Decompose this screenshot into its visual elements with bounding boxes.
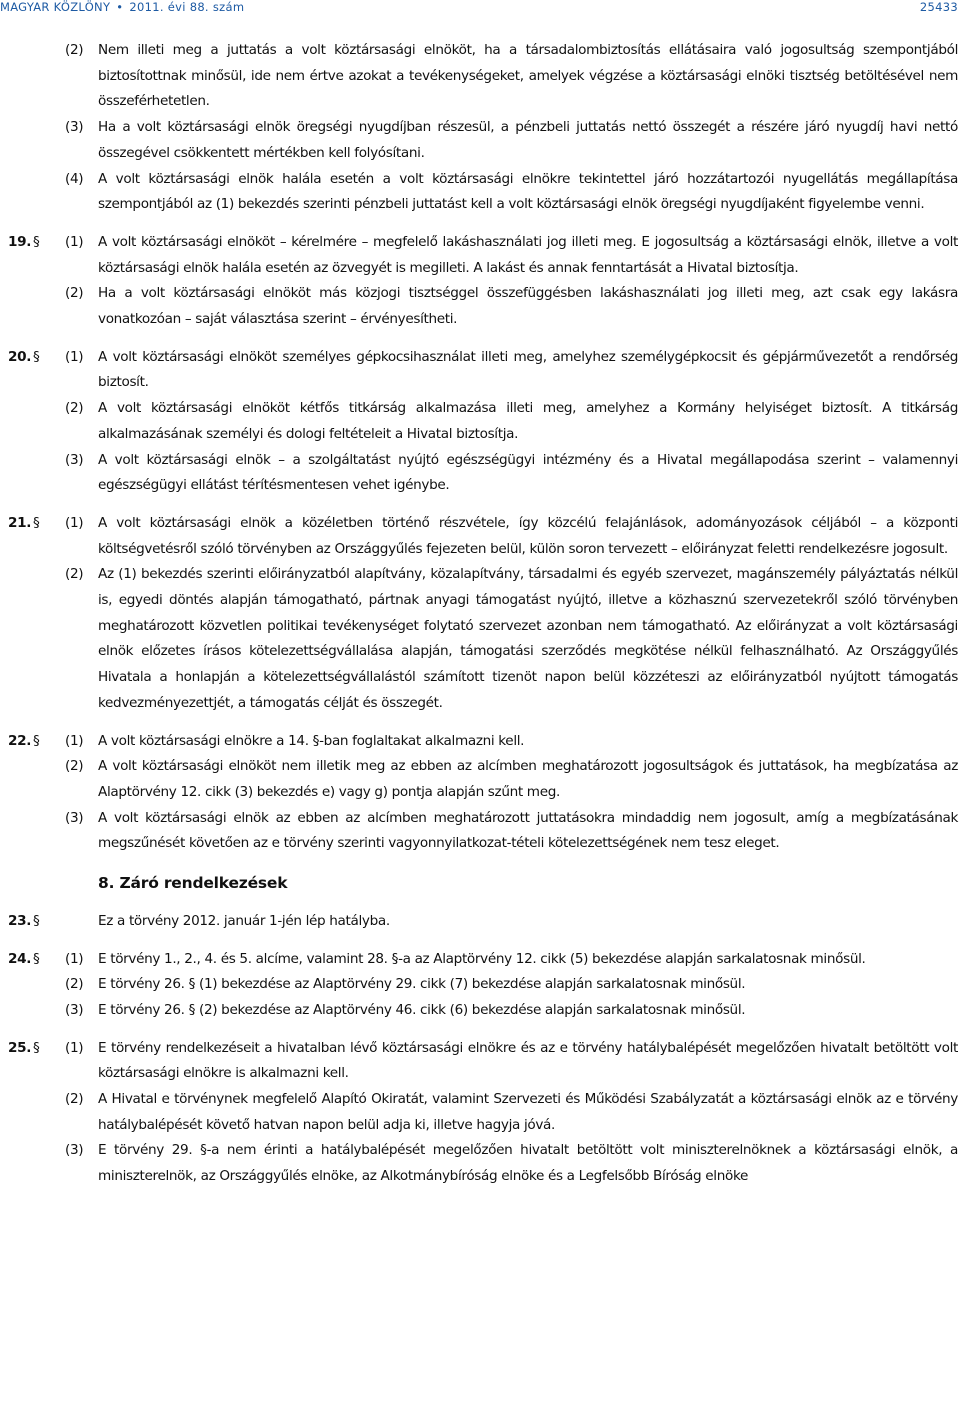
- paragraph: [0, 281, 958, 332]
- paragraph-number: (2): [65, 976, 84, 993]
- section-sign: §: [33, 732, 40, 749]
- paragraph-number: (2): [65, 758, 84, 775]
- paragraph-text: E törvény 26. § (1) bekezdése az Alaptörvény 29. cikk (7) bekezdése alapján sarkalatosnak minősül.: [98, 976, 746, 993]
- paragraph: [0, 345, 958, 396]
- paragraph-number: (1): [65, 950, 84, 967]
- paragraph: [0, 396, 958, 447]
- section-sign: §: [33, 233, 40, 250]
- journal-title: MAGYAR KÖZLÖNY: [0, 0, 111, 14]
- paragraph: [0, 806, 958, 857]
- section-number: 21.: [8, 514, 32, 531]
- section-23: [0, 909, 958, 935]
- paragraph-number: (1): [65, 1039, 84, 1056]
- paragraph-text: Ha a volt köztársasági elnököt más közjogi tisztséggel összefüggésben lakáshasználati jog illeti meg, azt csak egy lakásra vonatkozóan – saját választása szerint – érvényesítheti.: [98, 285, 958, 328]
- paragraph: [0, 909, 958, 935]
- paragraph-text: A volt köztársasági elnökre a 14. §-ban foglaltakat alkalmazni kell.: [98, 732, 525, 749]
- paragraph: [0, 38, 958, 115]
- paragraph-text: A volt köztársasági elnök a közéletben történő részvétele, így közcélú felajánlások, adományozások céljából – a központi költségvetésről szóló törvényben az Országgyűlés fejezeten belül, külön soron tervezett – előirányzat feletti rendelkezésre jogosult.: [98, 514, 958, 557]
- paragraph-number: (2): [65, 1091, 84, 1108]
- header-left: [0, 0, 244, 14]
- page-header: [0, 0, 958, 16]
- paragraph: [0, 230, 958, 281]
- paragraph-text: A volt köztársasági elnököt nem illetik meg az ebben az alcímben meghatározott jogosultságok és juttatások, ha megbízatása az Alaptörvény 12. cikk (3) bekezdés e) vagy g) pontja alapján szűnt meg.: [98, 758, 958, 800]
- paragraph-text: E törvény rendelkezéseit a hivatalban lévő köztársasági elnökre és az e törvény hatálybalépését megelőzően hivatalt betöltött volt köztársasági elnökre is alkalmazni kell.: [98, 1039, 958, 1082]
- paragraph: [0, 167, 958, 218]
- section-sign: §: [33, 1039, 40, 1056]
- paragraph: [0, 998, 958, 1024]
- section-21: [0, 511, 958, 717]
- paragraph-text: A volt köztársasági elnök halála esetén a volt köztársasági elnökre tekintettel járó hozzátartozói nyugellátás megállapítása szempontjából az (1) bekezdés szerinti pénzbeli juttatást kell a volt köztársasági elnök öregségi nyugdíjaként figyelembe venni.: [98, 170, 958, 213]
- section-number: 22.: [8, 732, 32, 749]
- section-sign: §: [33, 912, 40, 929]
- paragraph-text: A Hivatal e törvénynek megfelelő Alapító Okiratát, valamint Szervezeti és Működési Szabályzatát a köztársasági elnök az e törvény hatálybalépését követő hatvan napon belül adja ki, illetve hagyja jóvá.: [98, 1091, 958, 1133]
- paragraph: [0, 729, 958, 755]
- paragraph-number: (4): [65, 170, 84, 187]
- paragraph-number: (1): [65, 348, 84, 365]
- paragraph-text: Ha a volt köztársasági elnök öregségi nyugdíjban részesül, a pénzbeli juttatás nettó összegét a részére járó nyugdíj havi nettó összegével csökkentett mértékben kell folyósítani.: [98, 119, 958, 161]
- paragraph-text: A volt köztársasági elnököt kétfős titkárság alkalmazása illeti meg, amelyhez a Kormány helyiséget biztosít. A titkárság alkalmazásának személyi és dologi feltételeit a Hivatal biztosítja.: [98, 400, 958, 442]
- document-body: [0, 38, 958, 1190]
- section-number: 24.: [8, 950, 32, 967]
- paragraph: [0, 562, 958, 716]
- paragraph-number: (3): [65, 1142, 84, 1159]
- section-19: [0, 230, 958, 333]
- paragraph-text: Az (1) bekezdés szerinti előirányzatból alapítvány, közalapítvány, társadalmi és egyéb szervezet, magánszemély pályáztatás nélkül is, egyedi döntés alapján támogatható, pártnak anyagi támogatást nyújtó, illetve a közhasznú szervezetekről szóló törvényben meghatározott közvetlen politikai tevékenységet folytató szervezet azonban nem támogatható. Az előirányzat a volt köztársasági elnök előzetes írásos kötelezettségvállalása alapján, támogatási szerződés megkötése nélkül felhasználható. Az Országgyűlés Hivatala a honlapján a kötelezettségvállalástól számított tizenöt napon belül közzéteszi az előirányzatból nyújtott támogatás kedvezményezettjét, a támogatás célját és összegét.: [98, 566, 958, 711]
- paragraph-text: E törvény 29. §-a nem érinti a hatálybalépését megelőzően hivatalt betöltött volt miniszterelnöknek a köztársasági elnök, a miniszterelnök, az Országgyűlés elnöke, az Alkotmánybíróság elnöke és a Legfelsőbb Bíróság elnöke: [98, 1142, 958, 1185]
- paragraph-number: (2): [65, 42, 84, 58]
- section-24: [0, 947, 958, 1024]
- paragraph-number: (3): [65, 1001, 84, 1018]
- paragraph-number: (2): [65, 400, 84, 417]
- section-sign: §: [33, 514, 40, 531]
- paragraph: [0, 947, 958, 973]
- paragraph-text: Ez a törvény 2012. január 1-jén lép hatályba.: [98, 912, 390, 929]
- section-sign: §: [33, 950, 40, 967]
- paragraph-text: A volt köztársasági elnök az ebben az alcímben meghatározott juttatásokra mindaddig nem jogosult, amíg a megbízatásának megszűnését követően az e törvény szerinti vagyonnyilatkozat-tételi kötelezettségének nem tesz eleget.: [98, 809, 958, 852]
- paragraph-text: A volt köztársasági elnököt – kérelmére – megfelelő lakáshasználati jog illeti meg. E jogosultság a köztársasági elnök, illetve a volt köztársasági elnök halála esetén az özvegyét is megilleti. A lakást és annak fenntartását a Hivatal biztosítja.: [98, 233, 958, 276]
- issue-label: 2011. évi 88. szám: [129, 0, 245, 14]
- page-number: 25433: [919, 0, 958, 14]
- paragraph-number: (1): [65, 233, 84, 250]
- paragraph-number: (2): [65, 566, 84, 583]
- paragraph-number: (3): [65, 809, 84, 826]
- paragraph-number: (1): [65, 514, 84, 531]
- section-sign: §: [33, 348, 40, 365]
- paragraph-text: E törvény 26. § (2) bekezdése az Alaptörvény 46. cikk (6) bekezdése alapján sarkalatosnak minősül.: [98, 1001, 746, 1018]
- section-25: [0, 1036, 958, 1190]
- paragraph: [0, 115, 958, 166]
- section-number: 20.: [8, 348, 32, 365]
- subsection-heading: 8. Záró rendelkezések: [98, 874, 288, 893]
- paragraph-number: (1): [65, 732, 84, 749]
- paragraph-text: Nem illeti meg a juttatás a volt köztársasági elnököt, ha a társadalombiztosítás ellátásaira való jogosultság szempontjából biztosítottnak minősül, ide nem értve azokat a tevékenységeket, amelyek végzése a köztársasági elnöki tisztség betöltésével nem összeférhetetlen.: [98, 42, 958, 110]
- paragraph-text: E törvény 1., 2., 4. és 5. alcíme, valamint 28. §-a az Alaptörvény 12. cikk (5) bekezdése alapján sarkalatosnak minősül.: [98, 950, 866, 967]
- paragraph: [0, 972, 958, 998]
- paragraph: [0, 448, 958, 499]
- section-20: [0, 345, 958, 499]
- section-number: 23.: [8, 912, 32, 929]
- paragraph: [0, 1138, 958, 1189]
- header-bullet: •: [116, 0, 124, 14]
- paragraph: [0, 1087, 958, 1138]
- paragraph: [0, 754, 958, 805]
- section-22: [0, 729, 958, 858]
- paragraph: [0, 1036, 958, 1087]
- section-number: 25.: [8, 1039, 32, 1056]
- paragraph-number: (3): [65, 451, 84, 468]
- paragraph-text: A volt köztársasági elnököt személyes gépkocsihasználat illeti meg, amelyhez személygépkocsit és gépjárművezetőt a rendőrség biztosít.: [98, 348, 958, 391]
- paragraph-number: (3): [65, 119, 84, 136]
- paragraph: [0, 511, 958, 562]
- paragraph-text: A volt köztársasági elnök – a szolgáltatást nyújtó egészségügyi intézmény és a Hivatal megállapodása szerint – valamennyi egészségügyi ellátást térítésmentesen vehet igénybe.: [98, 451, 958, 494]
- paragraph-number: (2): [65, 285, 84, 302]
- section-number: 19.: [8, 233, 32, 250]
